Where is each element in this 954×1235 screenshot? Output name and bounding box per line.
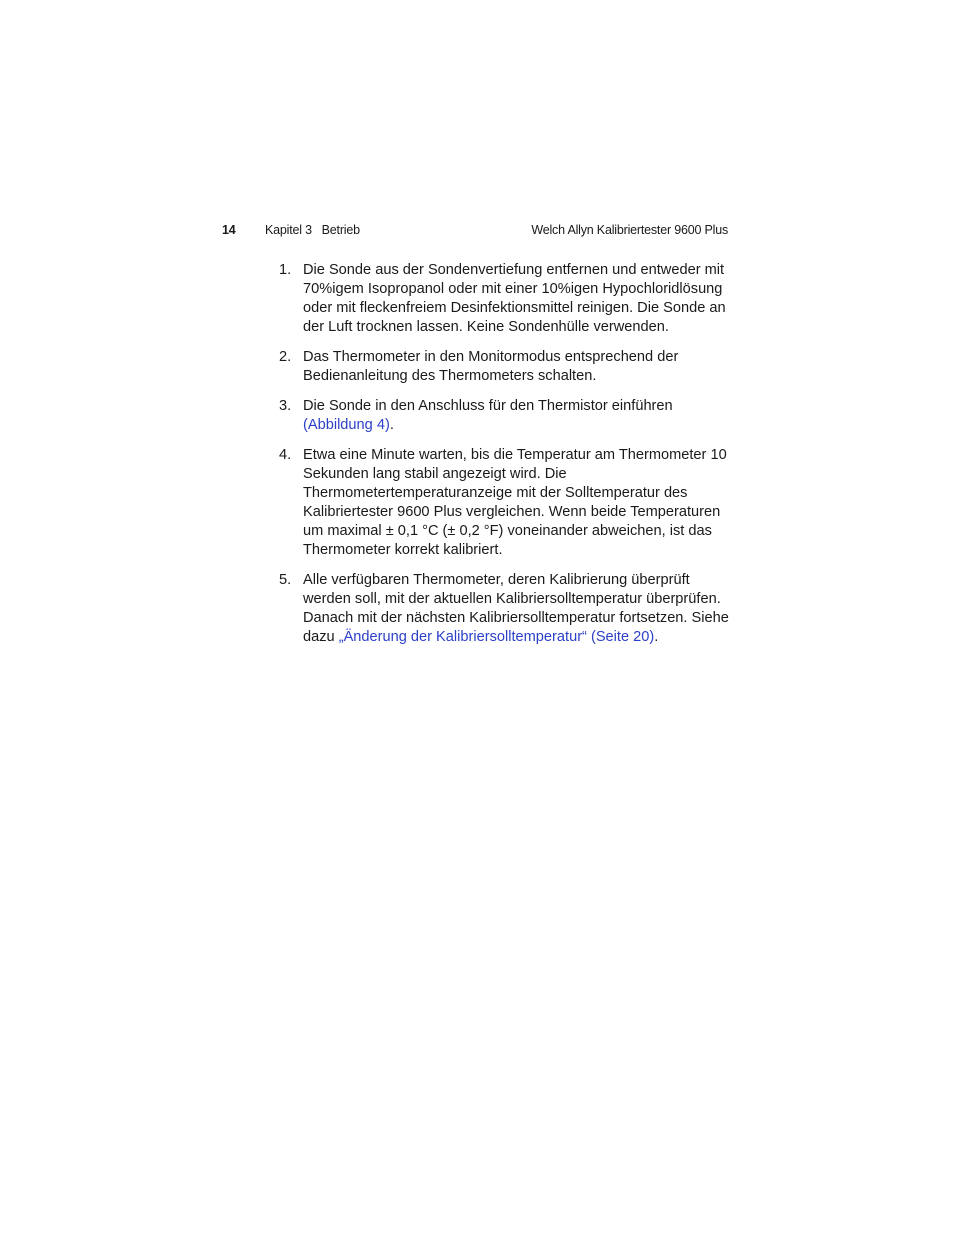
step-number: 3. <box>279 398 292 415</box>
step-5 <box>279 571 731 647</box>
step-number: 4. <box>279 447 292 464</box>
page-number: 14 <box>222 223 236 237</box>
step-text: Die Sonde in den Anschluss für den Thermistor einführen <box>303 398 673 415</box>
step-4 <box>279 446 731 559</box>
procedure-steps <box>279 261 731 658</box>
step-text: Alle verfügbaren Thermometer, deren Kalibrierung überprüft werden soll, mit der aktuellen Kalibriersolltemperatur überprüfen. Danach mit der nächsten Kalibriersolltemperatur fortsetzen. Siehe dazu <box>303 572 729 645</box>
chapter-label: Kapitel 3 Betrieb <box>265 223 360 237</box>
step-number: 1. <box>279 262 292 278</box>
step-text: Die Sonde aus der Sondenvertiefung entfernen und entweder mit 70%igem Isopropanol oder mit einer 10%igen Hypochloridlösung oder mit fleckenfreiem Desinfektionsmittel reinigen. Die Sonde an der Luft trocknen lassen. Keine Sondenhülle verwenden. <box>303 262 726 335</box>
document-title: Welch Allyn Kalibriertester 9600 Plus <box>531 223 728 237</box>
step-number: 5. <box>279 572 292 589</box>
step-text-end: . <box>389 417 394 434</box>
link-figure-4[interactable]: (Abbildung 4) <box>303 417 390 434</box>
step-1 <box>279 261 731 337</box>
step-text: Das Thermometer in den Monitormodus entsprechend der Bedienanleitung des Thermometers schalten. <box>303 349 679 384</box>
link-change-calibration-temperature[interactable]: „Änderung der Kalibriersolltemperatur“ (Seite 20) <box>338 628 655 645</box>
step-number: 2. <box>279 349 292 366</box>
page-header <box>222 221 728 239</box>
step-2 <box>279 348 731 386</box>
step-text-end: . <box>654 628 659 645</box>
step-text: Etwa eine Minute warten, bis die Temperatur am Thermometer 10 Sekunden lang stabil angezeigt wird. Die Thermometertemperaturanzeige mit der Solltemperatur des Kalibriertester 9600 Plus vergleichen. Wenn beide Temperaturen um maximal ± 0,1 °C (± 0,2 °F) voneinander abweichen, ist das Thermometer korrekt kalibriert. <box>303 447 727 558</box>
step-3 <box>279 397 731 435</box>
